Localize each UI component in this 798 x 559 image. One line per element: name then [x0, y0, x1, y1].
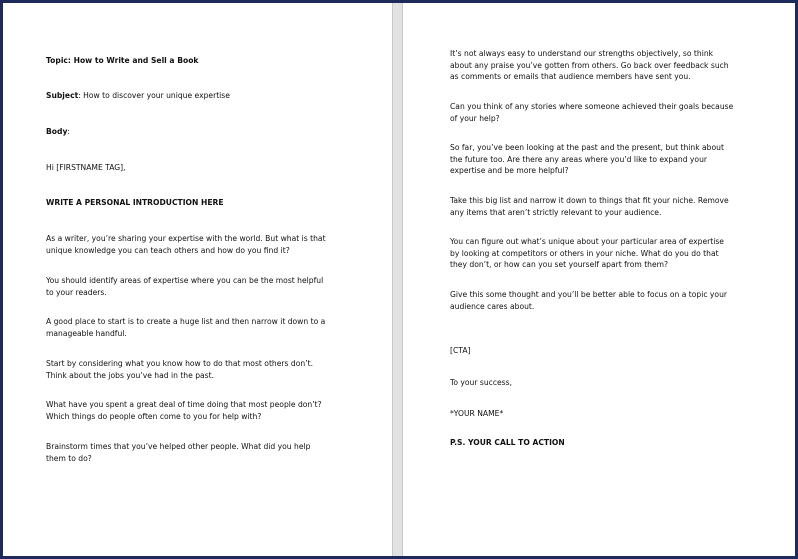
paragraph: Brainstorm times that you’ve helped other people. What did you help them to do?: [46, 442, 311, 463]
paragraph: Start by considering what you know how to do that most others don’t. Think about the jobs you’ve had in the past.: [46, 359, 313, 380]
subject-value: : How to discover your unique expertise: [78, 91, 230, 100]
paragraph: Give this some thought and you’ll be better able to focus on a topic your audience cares about.: [450, 290, 728, 311]
paragraph: You can figure out what’s unique about your particular area of expertise by looking at competitors or others in your niche. What do you do that they don’t, or how can you set yourself apart from them?: [450, 237, 724, 269]
paragraph: It’s not always easy to understand our strengths objectively, so think about any praise you’ve gotten from others. Go back over feedback such as comments or emails that audience members have sent you.: [450, 49, 729, 81]
subject-label: Subject: [46, 91, 79, 100]
page-gutter: [392, 3, 403, 556]
right-page: [403, 3, 795, 556]
greeting: Hi [FIRSTNAME TAG],: [46, 163, 126, 172]
subject-line: [46, 90, 366, 102]
intro-heading: WRITE A PERSONAL INTRODUCTION HERE: [46, 198, 224, 207]
paragraph: A good place to start is to create a huge list and then narrow it down to a manageable handful.: [46, 317, 326, 338]
body-colon: :: [67, 127, 70, 136]
paragraph: So far, you’ve been looking at the past and the present, but think about the future too. Are there any areas where you’d like to expand your expertise and be more helpful?: [450, 143, 724, 175]
paragraph: What have you spent a great deal of time doing that most people don’t? Which things do people often come to you for help with?: [46, 400, 322, 421]
body-label: Body: [46, 127, 68, 136]
paragraph: As a writer, you’re sharing your expertise with the world. But what is that unique knowledge you can teach others and how do you find it?: [46, 234, 326, 255]
body-line: [46, 126, 366, 138]
ps-line: P.S. YOUR CALL TO ACTION: [450, 438, 565, 447]
paragraph: You should identify areas of expertise where you can be the most helpful to your readers.: [46, 276, 324, 297]
signature-name: *YOUR NAME*: [450, 409, 504, 418]
closing-line: To your success,: [450, 378, 513, 387]
paragraph: Take this big list and narrow it down to things that fit your niche. Remove any items that aren’t strictly relevant to your audience.: [450, 196, 729, 217]
left-page: [3, 3, 392, 556]
cta-placeholder: [CTA]: [450, 346, 471, 355]
paragraph: Can you think of any stories where someone achieved their goals because of your help?: [450, 102, 734, 123]
topic-line: Topic: How to Write and Sell a Book: [46, 56, 199, 65]
